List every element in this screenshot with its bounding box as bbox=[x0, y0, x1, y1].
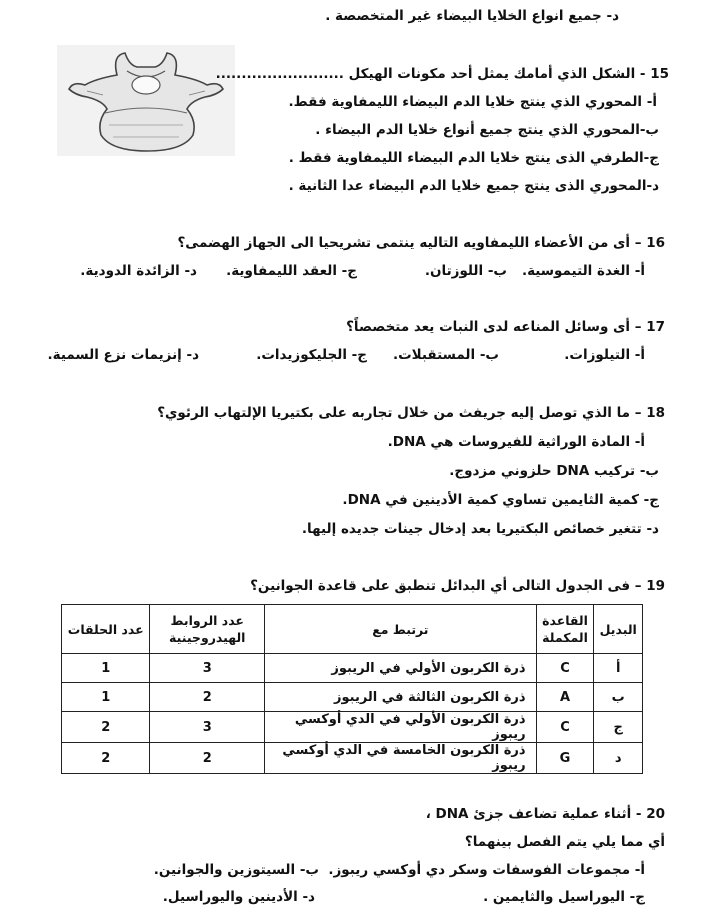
q19-stem: 19 – فى الجدول التالى أي البدائل تنطبق على قاعدة الجوانين؟ bbox=[250, 578, 665, 594]
cell-complementary-base: C bbox=[536, 712, 594, 743]
cell-hydrogen-bonds: 2 bbox=[150, 683, 265, 712]
q16-option-c[interactable]: ج- العقد الليمفاوية. bbox=[226, 263, 357, 279]
q18-option-b[interactable]: ب- تركيب DNA حلزوني مزدوج. bbox=[449, 463, 659, 479]
cell-bonds-with: ذرة الكربون الأولي في الريبوز bbox=[265, 654, 536, 683]
q15-stem: 15 - الشكل الذي أمامك يمثل أحد مكونات الهيكل ......................... bbox=[215, 66, 669, 82]
q15-option-a[interactable]: أ- المحوري الذي ينتج خلايا الدم البيضاء الليمفاوية فقط. bbox=[288, 94, 657, 110]
table-header-row bbox=[62, 605, 643, 654]
cell-hydrogen-bonds: 3 bbox=[150, 654, 265, 683]
cell-complementary-base: C bbox=[536, 654, 594, 683]
table-row[interactable] bbox=[62, 712, 643, 743]
cell-alternative: أ bbox=[594, 654, 643, 683]
table-row[interactable] bbox=[62, 654, 643, 683]
q20-option-a[interactable]: أ- مجموعات الفوسفات وسكر دي أوكسي ريبوز. bbox=[328, 862, 645, 878]
q20-option-b[interactable]: ب- السيتوزين والجوانين. bbox=[153, 862, 319, 878]
cell-bonds-with: ذرة الكربون الثالثة في الريبوز bbox=[265, 683, 536, 712]
cell-complementary-base: G bbox=[536, 743, 594, 774]
cell-alternative: ب bbox=[594, 683, 643, 712]
cell-bonds-with: ذرة الكربون الخامسة في الدي أوكسي ريبوز bbox=[265, 743, 536, 774]
cell-alternative: ج bbox=[594, 712, 643, 743]
q17-option-d[interactable]: د- إنزيمات نزع السمية. bbox=[47, 347, 199, 363]
header-rings: عدد الحلقات bbox=[62, 605, 150, 654]
cell-rings: 1 bbox=[62, 683, 150, 712]
q16-option-a[interactable]: أ- الغدة التيموسية. bbox=[521, 263, 645, 279]
q18-stem: 18 – ما الذي توصل إليه جريفث من خلال تجاربه على بكتيريا الإلتهاب الرئوي؟ bbox=[157, 405, 665, 421]
q15-option-c[interactable]: ج-الطرفي الذى ينتج خلايا الدم البيضاء الليمفاوية فقط . bbox=[288, 150, 659, 166]
q17-stem: 17 – أى وسائل المناعه لدى النبات يعد متخصصاً؟ bbox=[346, 319, 665, 335]
q20-substem: أي مما يلي يتم الفصل بينهما؟ bbox=[464, 834, 665, 850]
q17-option-b[interactable]: ب- المستقبلات. bbox=[392, 347, 499, 363]
cell-rings: 2 bbox=[62, 712, 150, 743]
previous-question-option-d: د- جميع انواع الخلايا البيضاء غير المتخصصة . bbox=[325, 8, 619, 24]
vertebra-image bbox=[57, 45, 235, 156]
header-alternative: البديل bbox=[594, 605, 643, 654]
q16-option-b[interactable]: ب- اللوزتان. bbox=[424, 263, 507, 279]
q17-option-c[interactable]: ج- الجليكوزيدات. bbox=[256, 347, 367, 363]
cell-hydrogen-bonds: 2 bbox=[150, 743, 265, 774]
q15-option-d[interactable]: د-المحوري الذى ينتج جميع خلايا الدم البيضاء عدا الثانية . bbox=[288, 178, 659, 194]
header-complementary-base: القاعدة المكملة bbox=[536, 605, 594, 654]
cell-hydrogen-bonds: 3 bbox=[150, 712, 265, 743]
q18-option-a[interactable]: أ- المادة الوراثية للفيروسات هي DNA. bbox=[387, 434, 645, 450]
q18-option-c[interactable]: ج- كمية الثايمين تساوي كمية الأدينين في DNA. bbox=[342, 492, 659, 508]
q20-option-c[interactable]: ج- اليوراسيل والثايمين . bbox=[483, 889, 645, 905]
table-row[interactable] bbox=[62, 743, 643, 774]
header-bonds-with: ترتبط مع bbox=[265, 605, 536, 654]
q15-option-b[interactable]: ب-المحوري الذي ينتج جميع أنواع خلايا الدم البيضاء . bbox=[315, 122, 659, 138]
guanine-table bbox=[61, 604, 643, 774]
cell-alternative: د bbox=[594, 743, 643, 774]
q18-option-d[interactable]: د- تتغير خصائص البكتيريا بعد إدخال جينات جديده إليها. bbox=[301, 521, 659, 537]
table-row[interactable] bbox=[62, 683, 643, 712]
header-hydrogen-bonds: عدد الروابط الهيدروجينية bbox=[150, 605, 265, 654]
q16-stem: 16 – أى من الأعضاء الليمفاويه التاليه ينتمى تشريحيا الى الجهاز الهضمى؟ bbox=[177, 235, 665, 251]
q20-option-d[interactable]: د- الأدينين واليوراسيل. bbox=[162, 889, 315, 905]
q17-option-a[interactable]: أ- التيلوزات. bbox=[564, 347, 645, 363]
q16-option-d[interactable]: د- الزائدة الدودية. bbox=[80, 263, 197, 279]
cell-complementary-base: A bbox=[536, 683, 594, 712]
q20-stem: 20 - أثناء عملية تضاعف جزئ DNA ، bbox=[425, 806, 665, 822]
cell-rings: 1 bbox=[62, 654, 150, 683]
cell-bonds-with: ذرة الكربون الأولي في الدي أوكسي ريبوز bbox=[265, 712, 536, 743]
cell-rings: 2 bbox=[62, 743, 150, 774]
